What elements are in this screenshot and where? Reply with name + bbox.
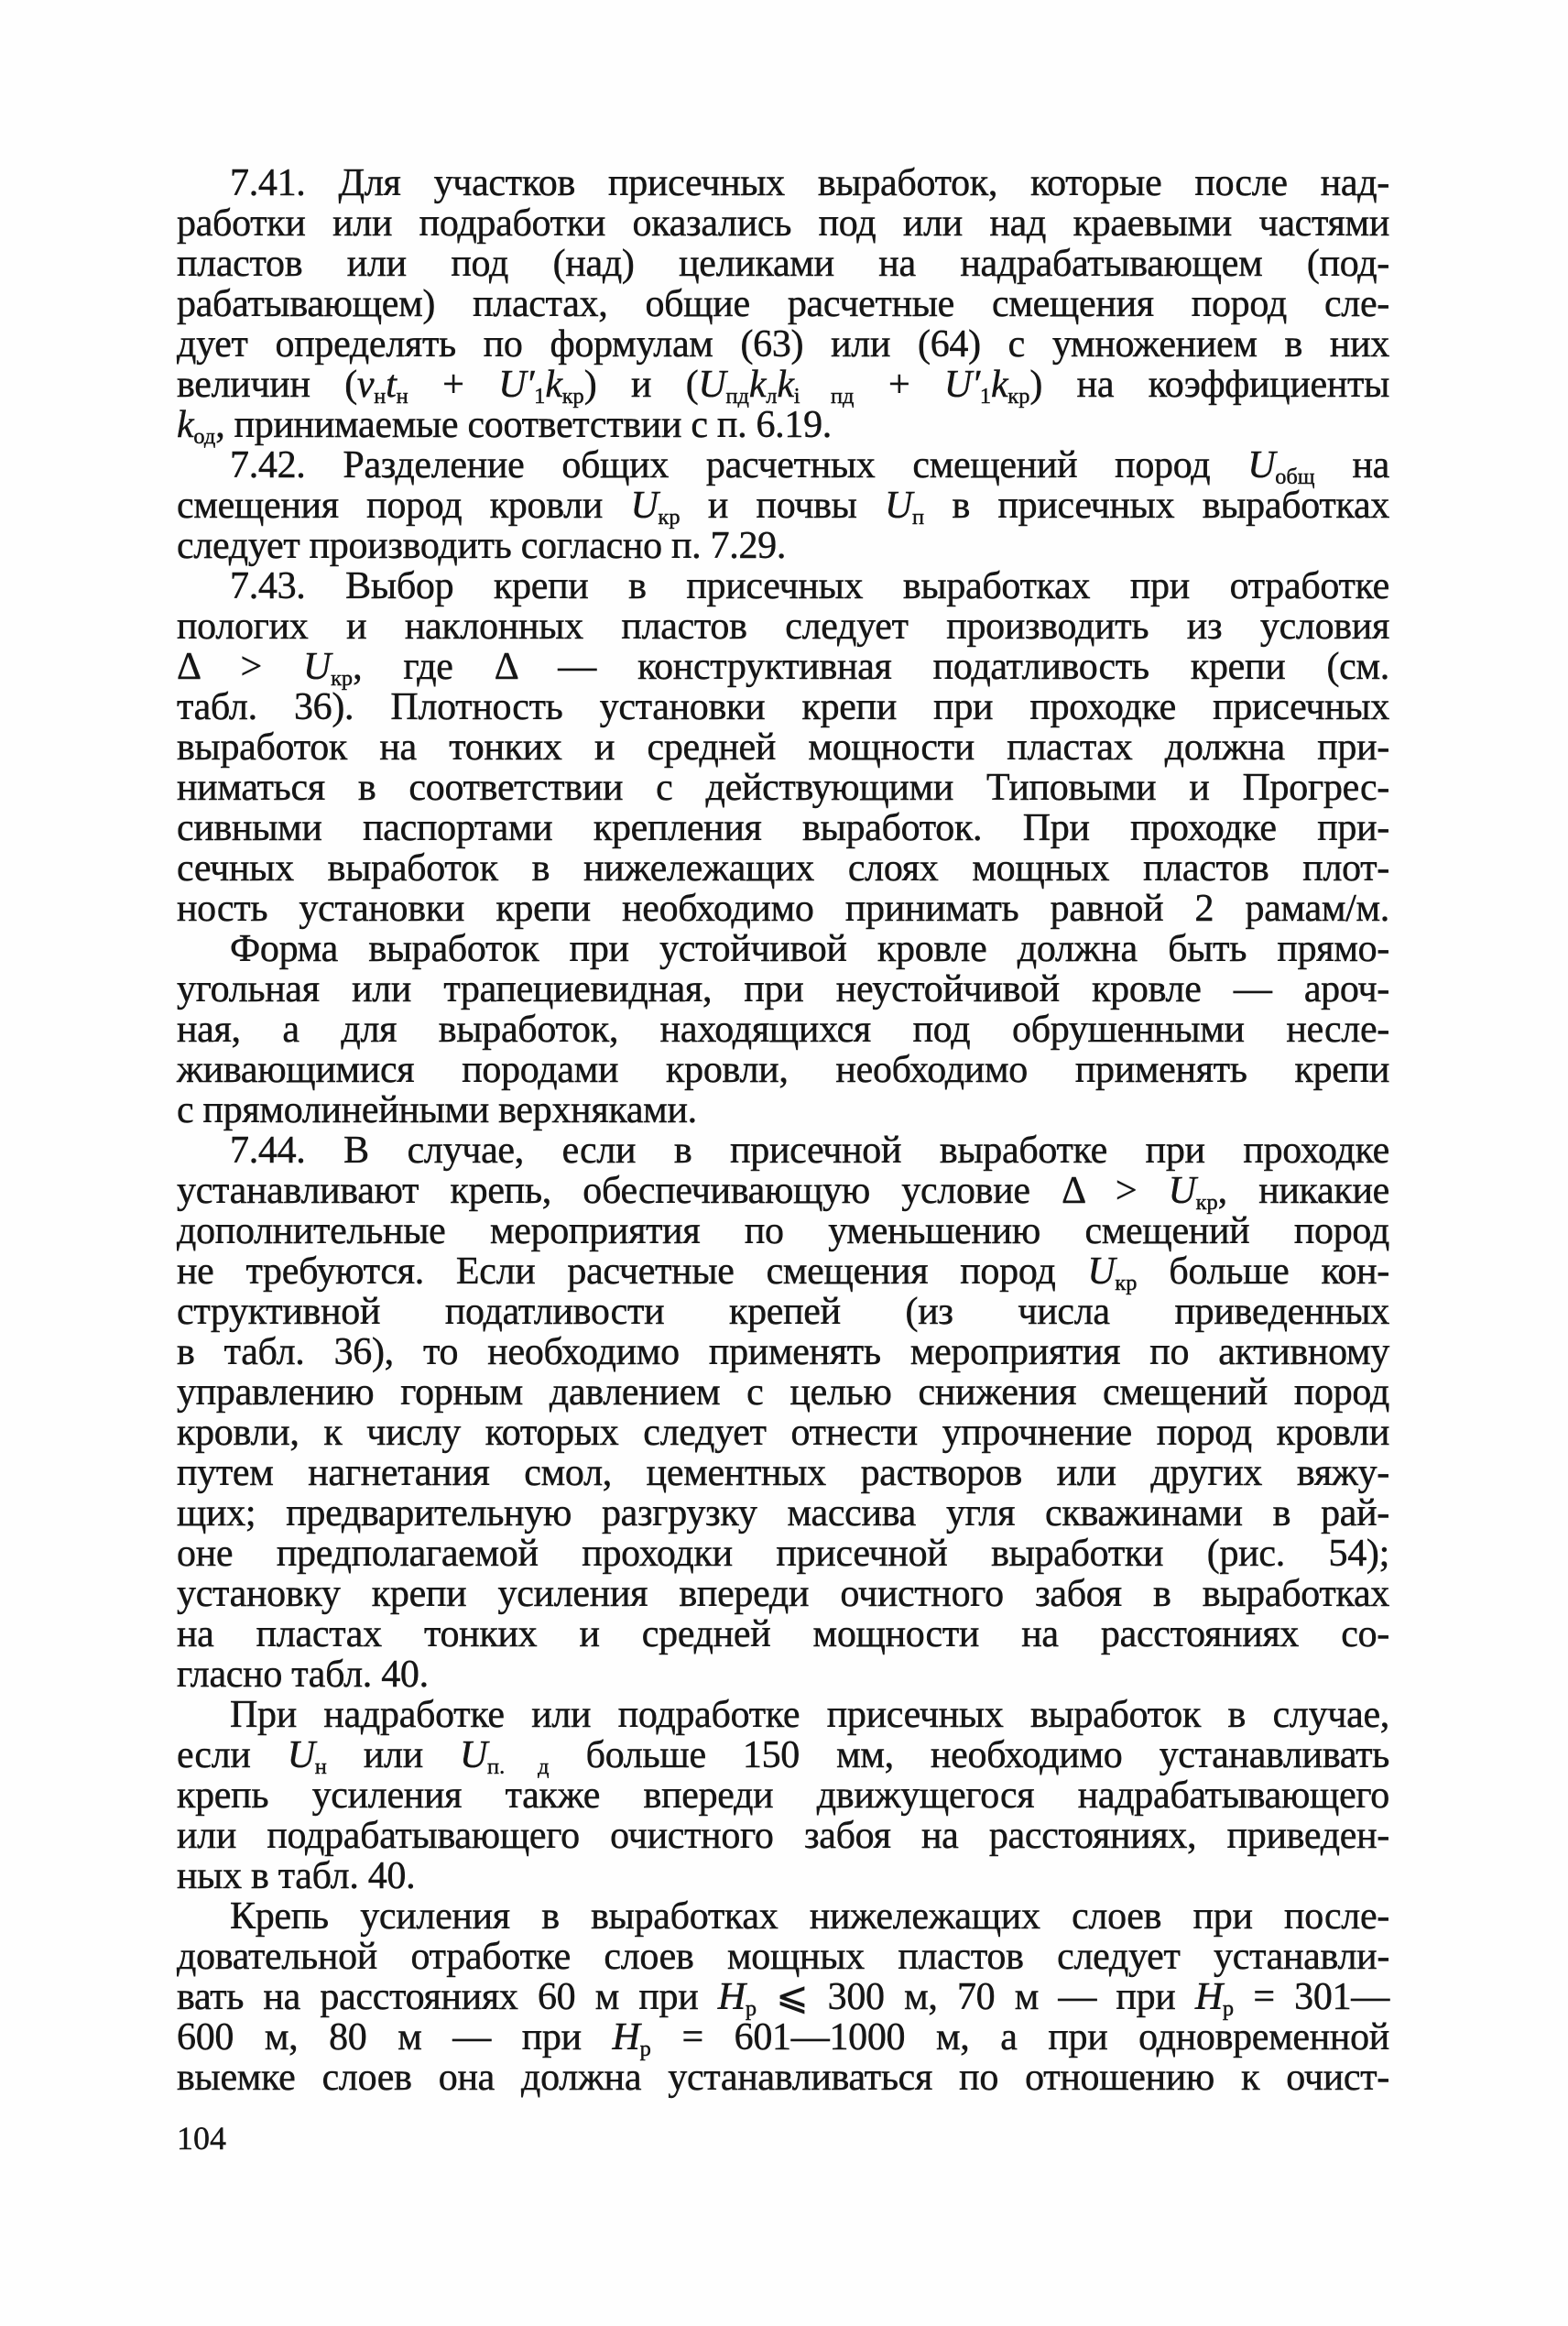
- text-line: кровли, к числу которых следует отнести упрочнение пород кровли: [177, 1412, 1389, 1454]
- text-line: в табл. 36), то необходимо применять мероприятия по активному: [177, 1331, 1389, 1373]
- text-line: дополнительные мероприятия по уменьшению смещений пород: [177, 1210, 1389, 1252]
- text-line: смещения пород кровли $U_{кр}$ и почвы $U_п$ в присечных выработках: [177, 485, 1389, 530]
- page-number: 104: [177, 2120, 226, 2157]
- text-line: 7.43. Выбор крепи в присечных выработках при отработке: [230, 565, 1389, 607]
- text-line: оне предполагаемой проходки присечной выработки (рис. 54);: [177, 1533, 1389, 1575]
- text-line: $\Delta > U_{кр}$, где Δ — конструктивная податливость крепи (см.: [177, 646, 1389, 691]
- text-line: ниматься в соответствии с действующими Типовыми и Прогрес-: [177, 767, 1389, 809]
- text-line: довательной отработке слоев мощных пластов следует устанавли-: [177, 1936, 1389, 1978]
- text-line: 7.42. Разделение общих расчетных смещений пород $U_{общ}$ на: [230, 444, 1389, 489]
- text-line: пологих и наклонных пластов следует производить из условия: [177, 606, 1389, 648]
- text-line: сивными паспортами крепления выработок. При проходке при-: [177, 807, 1389, 849]
- text-line: пластов или под (над) целиками на надрабатывающем (под-: [177, 243, 1389, 285]
- text-line: рабатывающем) пластах, общие расчетные смещения пород сле-: [177, 283, 1389, 325]
- text-line: на пластах тонких и средней мощности на расстояниях со-: [177, 1613, 1389, 1655]
- text-line: управлению горным давлением с целью снижения смещений пород: [177, 1371, 1389, 1414]
- text-line: угольная или трапециевидная, при неустойчивой кровле — ароч-: [177, 968, 1389, 1010]
- text-line: гласно табл. 40.: [177, 1654, 429, 1696]
- text-line: с прямолинейными верхняками.: [177, 1089, 697, 1131]
- text-line: устанавливают крепь, обеспечивающую условие $\Delta > U_{кр}$, никакие: [177, 1170, 1389, 1215]
- text-line: щих; предварительную разгрузку массива угля скважинами в рай-: [177, 1492, 1389, 1534]
- text-line: живающимися породами кровли, необходимо применять крепи: [177, 1049, 1389, 1091]
- text-line: Крепь усиления в выработках нижележащих слоев при после-: [230, 1895, 1389, 1938]
- text-line: работки или подработки оказались под или над краевыми частями: [177, 202, 1389, 245]
- text-line: вать на расстояниях 60 м при $H_р$ ⩽ 300 м, 70 м — при $H_р$ = 301—: [177, 1976, 1389, 2021]
- text-line: путем нагнетания смол, цементных растворов или других вяжу-: [177, 1452, 1389, 1494]
- text-line: выработок на тонких и средней мощности пластах должна при-: [177, 726, 1389, 769]
- text-line: Форма выработок при устойчивой кровле должна быть прямо-: [230, 928, 1389, 970]
- body-text: [177, 163, 1389, 2098]
- text-line: сечных выработок в нижележащих слоях мощных пластов плот-: [177, 847, 1389, 890]
- text-line: выемке слоев она должна устанавливаться по отношению к очист-: [177, 2057, 1389, 2099]
- text-line: 7.44. В случае, если в присечной выработке при проходке: [230, 1130, 1389, 1172]
- text-line: При надработке или подработке присечных выработок в случае,: [230, 1694, 1389, 1736]
- text-line: дует определять по формулам (63) или (64) с умножением в них: [177, 323, 1389, 366]
- text-line: крепь усиления также впереди движущегося надрабатывающего: [177, 1775, 1389, 1817]
- text-line: величин $(v_нt_н + U'_1k_{кр})$ и $(U_{пд}k_лk_{i пд} + U'_1k_{кр})$ на коэффициенты: [177, 364, 1390, 409]
- text-line: ных в табл. 40.: [177, 1855, 416, 1897]
- text-line: $k_{од}$, принимаемые соответствии с п. 6.19.: [177, 404, 832, 449]
- text-line: ная, а для выработок, находящихся под обрушенными несле-: [177, 1009, 1389, 1051]
- text-line: установку крепи усиления впереди очистного забоя в выработках: [177, 1573, 1389, 1615]
- text-line: или подрабатывающего очистного забоя на расстояниях, приведен-: [177, 1815, 1389, 1857]
- text-line: табл. 36). Плотность установки крепи при проходке присечных: [177, 686, 1389, 728]
- text-line: структивной податливости крепей (из числа приведенных: [177, 1291, 1389, 1333]
- text-line: если $U_н$ или $U_{п. д}$ больше 150 мм, необходимо устанавливать: [177, 1734, 1389, 1779]
- text-line: 7.41. Для участков присечных выработок, которые после над-: [230, 162, 1389, 204]
- text-line: следует производить согласно п. 7.29.: [177, 525, 787, 567]
- text-line: не требуются. Если расчетные смещения пород $U_{кр}$ больше кон-: [177, 1250, 1389, 1295]
- text-line: ность установки крепи необходимо принимать равной 2 рамам/м.: [177, 888, 1389, 930]
- text-line: 600 м, 80 м — при $H_р$ = 601—1000 м, а при одновременной: [177, 2016, 1389, 2061]
